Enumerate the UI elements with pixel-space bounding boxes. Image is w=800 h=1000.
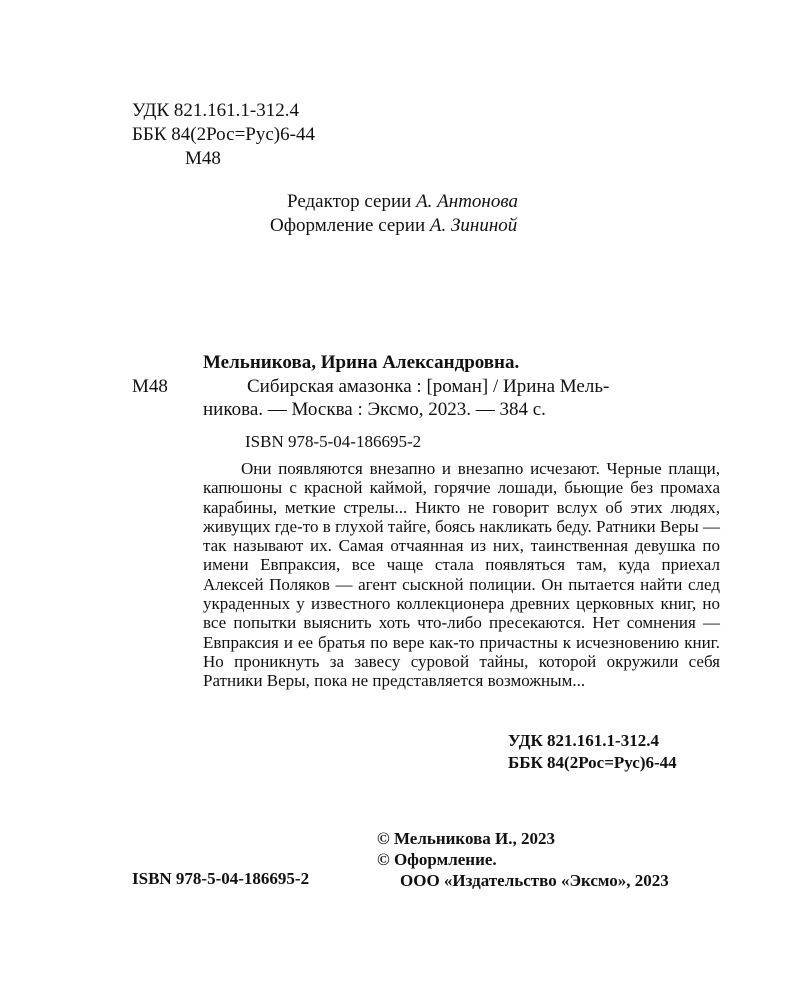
series-design-name: А. Зининой — [429, 215, 518, 236]
copyright-design: © Оформление. — [377, 850, 497, 869]
footer-isbn: ISBN 978-5-04-186695-2 — [132, 869, 310, 888]
series-editor-line — [287, 190, 518, 214]
entry-author-mark: М48 — [132, 376, 168, 397]
series-editor-label: Редактор серии — [287, 191, 417, 212]
author-mark: М48 — [185, 148, 221, 169]
copyright-author: © Мельникова И., 2023 — [377, 829, 555, 848]
closing-bbk: ББК 84(2Рос=Рус)6-44 — [508, 753, 677, 772]
publisher-copyright: ООО «Издательство «Эксмо», 2023 — [400, 871, 669, 890]
closing-udk: УДК 821.161.1-312.4 — [508, 731, 659, 750]
bibliographic-heading: Мельникова, Ирина Александровна. — [203, 352, 520, 373]
bbk-code: ББК 84(2Рос=Рус)6-44 — [132, 124, 315, 145]
series-design-label: Оформление серии — [270, 215, 430, 236]
bibliographic-description-line-1: Сибирская амазонка : [роман] / Ирина Мель- — [247, 376, 610, 397]
series-design-line — [270, 214, 517, 238]
annotation-paragraph: Они появляются внезапно и внезапно исчезают. Черные плащи, капюшоны с красной каймой, горячие лошади, бьющие без промаха карабины, меткие стрелы... Никто не говорит вслух об этих людях, живущих где-то в глухой тайге, боясь накликать беду. Ратники Веры — так называют их. Самая отчаянная из них, таинственная девушка по имени Евпраксия, все чаще стала появляться там, куда приехал Алексей Поляков — агент сыскной полиции. Он пытается найти след украденных у известного коллекционера древних церковных книг, но все попытки выяснить хоть что-либо пресекаются. Нет сомнения — Евпраксия и ее братья по вере как-то причастны к исчезновению книг. Но проникнуть за завесу суровой тайны, которой окружили себя Ратники Веры, пока не представляется возможным... — [203, 459, 720, 691]
entry-isbn: ISBN 978-5-04-186695-2 — [245, 432, 422, 451]
udk-code: УДК 821.161.1-312.4 — [132, 100, 299, 121]
bibliographic-description-line-2: никова. — Москва : Эксмо, 2023. — 384 с. — [203, 399, 546, 420]
series-editor-name: А. Антонова — [416, 191, 518, 212]
